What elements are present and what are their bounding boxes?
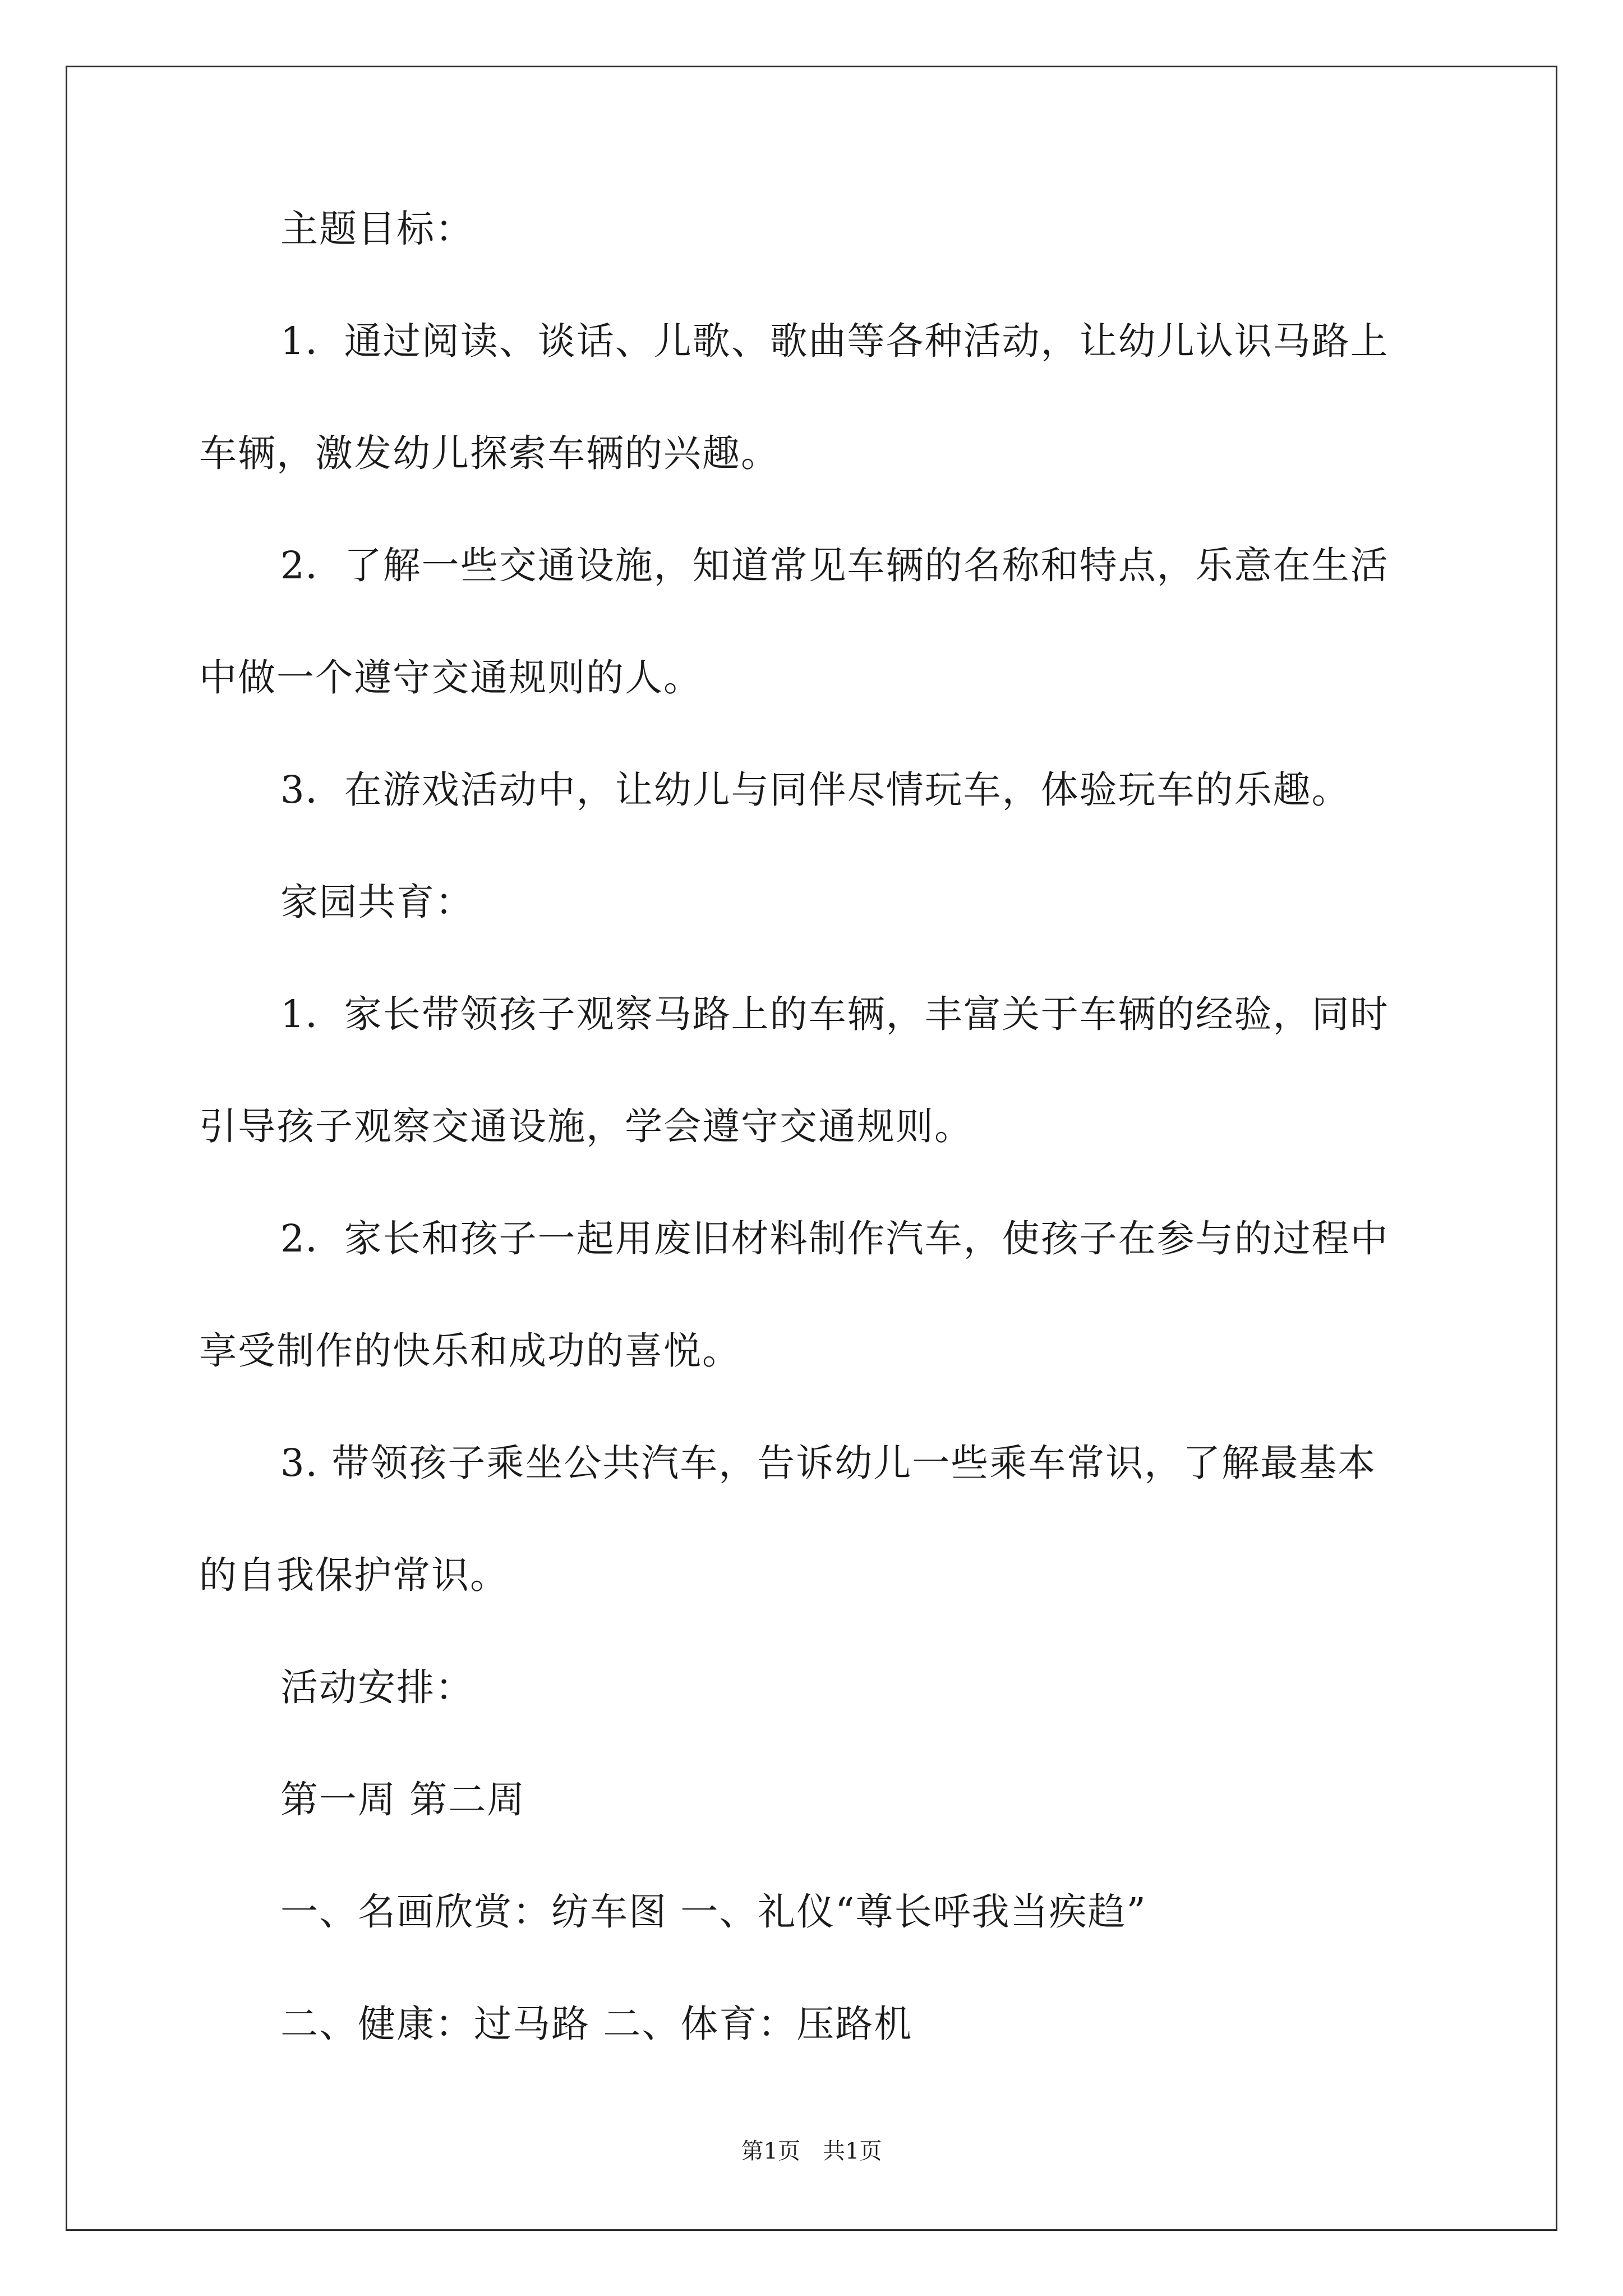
week-headers: 第一周 第二周 <box>280 1778 526 1821</box>
home-2-line-2: 享受制作的快乐和成功的喜悦。 <box>199 1329 741 1373</box>
home-3-line-2: 的自我保护常识。 <box>199 1553 509 1597</box>
activity-row-1: 一、名画欣赏：纺车图 一、礼仪“尊长呼我当疾趋” <box>280 1890 1147 1934</box>
home-3-line-1: 3. 带领孩子乘坐公共汽车，告诉幼儿一些乘车常识，了解最基本 <box>280 1441 1377 1485</box>
page-number-footer: 第1页 共1页 <box>741 2138 882 2164</box>
goal-1-line-2: 车辆，激发幼儿探索车辆的兴趣。 <box>199 431 780 475</box>
goal-2-line-2: 中做一个遵守交通规则的人。 <box>199 656 702 700</box>
heading-home-school: 家园共育： <box>280 880 474 924</box>
activity-row-2: 二、健康：过马路 二、体育：压路机 <box>280 2002 913 2046</box>
home-2-line-1: 2．家长和孩子一起用废旧材料制作汽车，使孩子在参与的过程中 <box>280 1217 1389 1260</box>
home-1-line-2: 引导孩子观察交通设施，学会遵守交通规则。 <box>199 1105 973 1148</box>
heading-theme-goals: 主题目标： <box>280 207 474 251</box>
goal-2-line-1: 2．了解一些交通设施，知道常见车辆的名称和特点，乐意在生活 <box>280 544 1389 587</box>
goal-3-line-1: 3．在游戏活动中，让幼儿与同伴尽情玩车，体验玩车的乐趣。 <box>280 768 1350 812</box>
heading-activity-plan: 活动安排： <box>280 1665 474 1709</box>
home-1-line-1: 1．家长带领孩子观察马路上的车辆，丰富关于车辆的经验，同时 <box>280 992 1389 1036</box>
goal-1-line-1: 1．通过阅读、谈话、儿歌、歌曲等各种活动，让幼儿认识马路上 <box>280 319 1389 363</box>
